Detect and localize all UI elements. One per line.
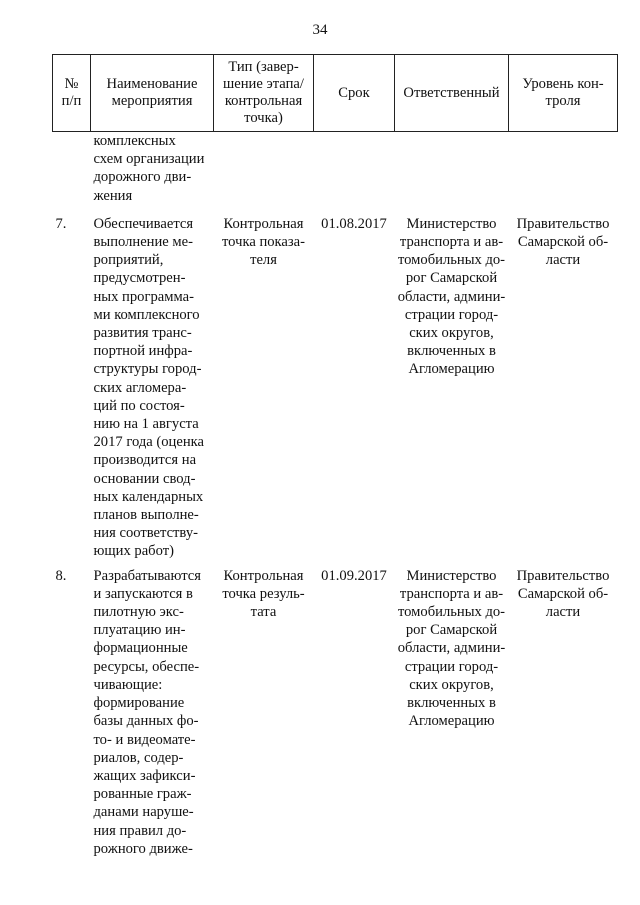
cell-type bbox=[214, 132, 314, 215]
header-type bbox=[214, 55, 314, 132]
cell-name: комплексных схем организации дорожного дви- жения bbox=[93, 133, 205, 204]
cell-name: Обеспечивается выполнение ме- роприятий, предусмотрен- ных программа- ми комплексного развития транс- портной инфра- структуры город- ских агломера- ций по состоя- нию на 1 августа 2017 года (оценка производится на основании свод- ных календарных планов выполне- ния соответству- ющих работ) bbox=[93, 215, 204, 560]
cell-responsible: Министерство транспорта и ав- томобильных до- рог Самарской области, админи- страции город- ских округов, включенных в Агломерацию bbox=[397, 567, 506, 730]
header-name bbox=[91, 55, 214, 132]
cell-type: Контрольная точка показа- теля bbox=[222, 215, 305, 269]
header-level-label: Уровень кон- троля bbox=[522, 76, 604, 109]
header-responsible bbox=[395, 55, 509, 132]
cell-num bbox=[53, 132, 91, 215]
cell-responsible: Министерство транспорта и ав- томобильных до- рог Самарской области, админи- страции город- ских округов, включенных в Агломерацию bbox=[397, 215, 506, 378]
header-num bbox=[53, 55, 91, 132]
table-row bbox=[53, 215, 618, 567]
header-responsible-label: Ответственный bbox=[403, 84, 500, 101]
header-type-label: Тип (завер- шение этапа/ контрольная точка) bbox=[223, 59, 304, 126]
cell-num: 8. bbox=[55, 567, 67, 584]
cell-date: 01.09.2017 bbox=[321, 567, 387, 584]
cell-level bbox=[509, 132, 618, 215]
page-number: 34 bbox=[312, 22, 328, 38]
header-level bbox=[509, 55, 618, 132]
events-table bbox=[52, 54, 618, 858]
header-date bbox=[314, 55, 395, 132]
cell-name: Разрабатываются и запускаются в пилотную экс- плуатацию ин- формационные ресурсы, обеспе- чивающие: формирование базы данных фо- то- и видеомате- риалов, содер- жащих зафикси- рованные граж- данами наруше- ния правил до- рожного движе- bbox=[93, 567, 201, 857]
header-num-label: № п/п bbox=[61, 76, 82, 109]
cell-level: Правительство Самарской об- ласти bbox=[516, 215, 610, 269]
table-row bbox=[53, 567, 618, 858]
cell-level: Правительство Самарской об- ласти bbox=[516, 567, 610, 621]
cell-num: 7. bbox=[55, 215, 67, 232]
header-name-label: Наименование мероприятия bbox=[106, 76, 198, 109]
table-header-row bbox=[53, 55, 618, 132]
cell-responsible bbox=[395, 132, 509, 215]
cell-date bbox=[314, 132, 395, 215]
table-row-continuation bbox=[53, 132, 618, 215]
header-date-label: Срок bbox=[338, 84, 370, 101]
cell-type: Контрольная точка резуль- тата bbox=[222, 567, 305, 621]
cell-date: 01.08.2017 bbox=[321, 215, 387, 232]
